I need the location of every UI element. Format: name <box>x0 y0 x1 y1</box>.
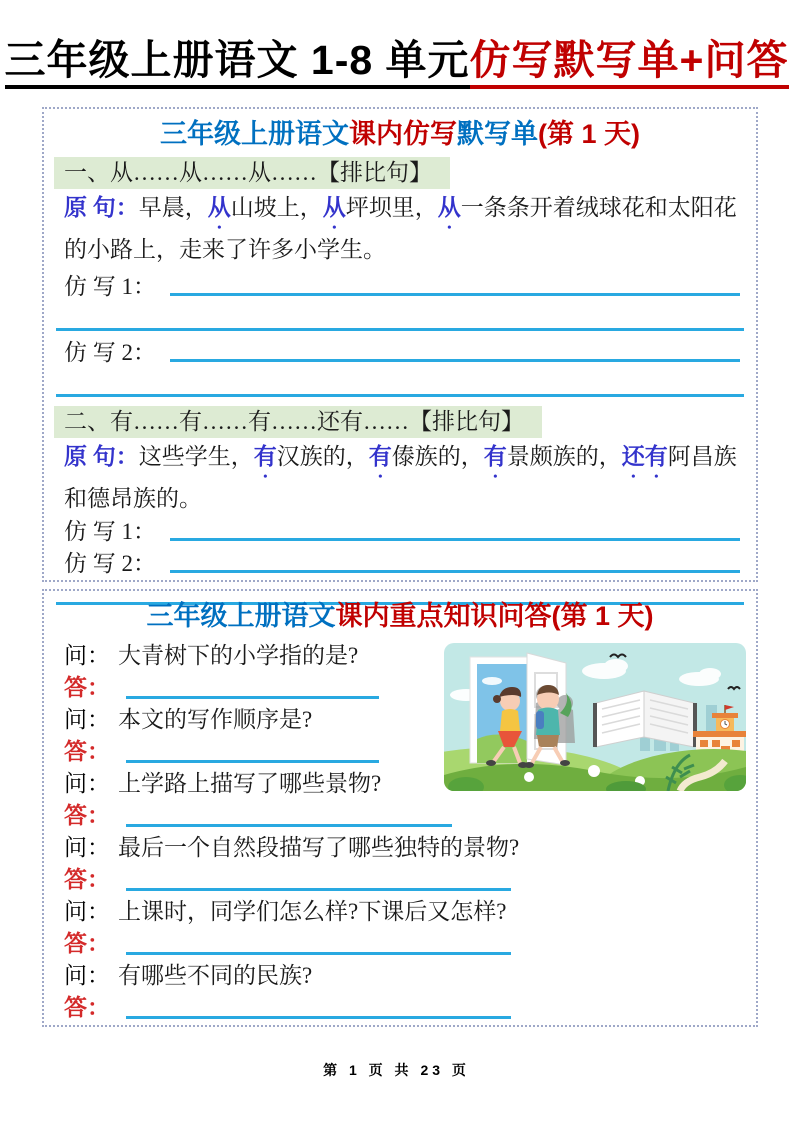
answer-row <box>64 736 432 767</box>
sentence-part: 阿昌族和德昂族的。 <box>64 444 737 511</box>
answer-blank-line <box>126 867 511 891</box>
answer-label: 答： <box>64 867 110 892</box>
qa-content <box>64 639 746 1023</box>
blank-line-full <box>56 328 744 331</box>
worksheet-title-part1: 三年级上册语文 <box>159 119 349 149</box>
sentence-part: 景颇族的， <box>506 444 622 469</box>
section-2 <box>54 406 746 605</box>
question-text: 大青树下的小学指的是? <box>118 643 359 668</box>
keyword-cong: 从 <box>207 195 231 220</box>
qa-item-6 <box>64 959 746 1023</box>
answer-label: 答： <box>64 739 110 764</box>
imitate-2-label: 仿 写 2： <box>64 340 156 365</box>
source-label: 原 句： <box>64 444 139 469</box>
question-text: 本文的写作顺序是? <box>118 707 313 732</box>
answer-row <box>64 928 746 959</box>
question-text: 最后一个自然段描写了哪些独特的景物? <box>118 835 520 860</box>
question-row <box>64 831 746 864</box>
question-label: 问： <box>64 643 110 668</box>
keyword-you: 有 <box>483 444 507 469</box>
question-text: 上课时，同学们怎么样?下课后又怎样? <box>118 899 507 924</box>
question-text: 有哪些不同的民族? <box>118 963 313 988</box>
imitate-2-row <box>64 549 744 578</box>
worksheet-title-part4: (第 1 天) <box>537 119 640 149</box>
section-1-source-sentence <box>64 192 742 265</box>
answer-label: 答： <box>64 675 110 700</box>
answer-blank-line <box>126 931 511 955</box>
qa-item-5 <box>64 895 746 959</box>
sentence-part: 这些学生， <box>138 444 254 469</box>
imitate-2-blank-line <box>170 570 740 573</box>
keyword-cong: 从 <box>322 195 346 220</box>
imitate-1-label: 仿 写 1： <box>64 274 156 299</box>
keyword-you: 有 <box>368 444 392 469</box>
qa-title-part2: 课内重点知识问答 <box>335 601 552 631</box>
keyword-haiyou: 还有 <box>621 444 668 469</box>
page-title <box>0 0 793 86</box>
answer-blank-line <box>126 675 379 699</box>
qa-title-part1: 三年级上册语文 <box>146 601 336 631</box>
question-label: 问： <box>64 835 110 860</box>
worksheet-title <box>54 117 746 151</box>
answer-label: 答： <box>64 931 110 956</box>
question-label: 问： <box>64 707 110 732</box>
imitation-worksheet-box <box>42 107 758 582</box>
sentence-part: 山坡上， <box>230 195 323 220</box>
keyword-cong: 从 <box>437 195 461 220</box>
imitate-1-label: 仿 写 1： <box>64 519 156 544</box>
question-label: 问： <box>64 963 110 988</box>
answer-row <box>64 672 432 703</box>
answer-row <box>64 800 746 831</box>
imitate-2-blank-line <box>170 359 740 362</box>
imitate-2-row <box>64 338 744 367</box>
question-label: 问： <box>64 771 110 796</box>
question-row <box>64 959 746 992</box>
blank-line-full <box>56 394 744 397</box>
question-row <box>64 895 746 928</box>
source-label: 原 句： <box>64 195 139 220</box>
answer-blank-line <box>126 739 379 763</box>
sentence-part: 早晨， <box>138 195 208 220</box>
sentence-part: 坪坝里， <box>345 195 438 220</box>
page-number: 第 1 页 共 23 页 <box>323 1062 470 1078</box>
qa-title-part3: (第 1 天) <box>551 601 654 631</box>
answer-blank-line <box>126 803 452 827</box>
qa-box <box>42 589 758 1027</box>
page-title-black: 三年级上册语文 1-8 单元 <box>5 37 470 89</box>
section-2-source-sentence <box>64 441 742 514</box>
imitate-2-label: 仿 写 2： <box>64 551 156 576</box>
question-text: 上学路上描写了哪些景物? <box>118 771 382 796</box>
imitate-1-row <box>64 517 744 546</box>
answer-row <box>64 864 746 895</box>
school-illustration <box>444 643 746 791</box>
sentence-part: 汉族的， <box>276 444 369 469</box>
qa-item-4 <box>64 831 746 895</box>
imitate-1-blank-line <box>170 538 740 541</box>
imitate-1-row <box>64 272 744 301</box>
sentence-part: 傣族的， <box>391 444 484 469</box>
page-title-red: 仿写默写单+问答 <box>470 37 789 89</box>
worksheet-title-part3: 默写单 <box>456 119 538 149</box>
section-1 <box>54 157 746 397</box>
answer-label: 答： <box>64 995 110 1020</box>
imitate-1-blank-line <box>170 293 740 296</box>
answer-row <box>64 992 746 1023</box>
sentence-part: 一条条开着绒球花和太阳花的小路上，走来了许多小学生。 <box>64 195 737 262</box>
worksheet-title-part2: 课内仿写 <box>348 119 457 149</box>
answer-blank-line <box>126 995 511 1019</box>
keyword-you: 有 <box>253 444 277 469</box>
qa-title <box>54 599 746 633</box>
question-label: 问： <box>64 899 110 924</box>
section-1-heading: 一、从……从……从……【排比句】 <box>54 157 450 189</box>
answer-label: 答： <box>64 803 110 828</box>
section-2-heading: 二、有……有……有……还有……【排比句】 <box>54 406 542 438</box>
